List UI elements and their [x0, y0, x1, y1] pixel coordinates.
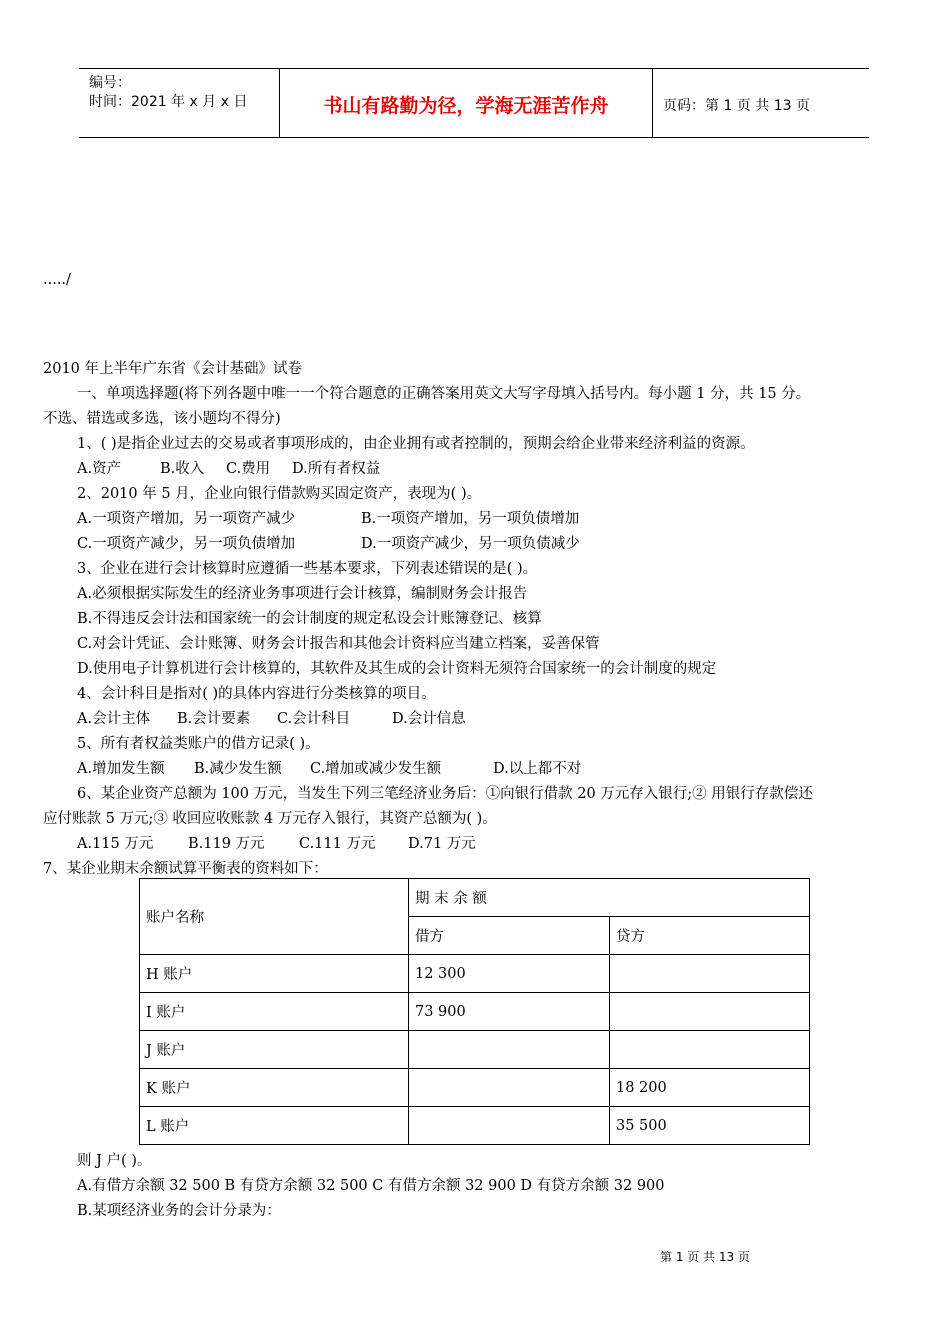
q3-option-c: C.对会计凭证、会计账簿、财务会计报告和其他会计资料应当建立档案，妥善保管: [77, 636, 600, 652]
table-row: [140, 1107, 810, 1145]
q5-option-c: C.增加或减少发生额: [310, 761, 442, 777]
q4-option-a: A.会计主体: [77, 711, 151, 727]
q1-stem: 1、( )是指企业过去的交易或者事项形成的，由企业拥有或者控制的，预期会给企业带来经济利益的资源。: [77, 436, 755, 452]
number-label: 编号：: [89, 75, 131, 91]
q3-stem: 3、企业在进行会计核算时应遵循一些基本要求，下列表述错误的是( )。: [77, 561, 538, 577]
q4-option-b: B.会计要素: [177, 711, 251, 727]
document-header: [79, 68, 869, 138]
q6-option-a: A.115 万元: [77, 836, 154, 852]
q5-stem: 5、所有者权益类账户的借方记录( )。: [77, 736, 320, 752]
q6-stem: 6、某企业资产总额为 100 万元，当发生下列三笔经济业务后：①向银行借款 20 万元存入银行;② 用银行存款偿还: [77, 786, 813, 802]
debit-cell: 73 900: [409, 993, 610, 1031]
table-row: [140, 993, 810, 1031]
page-info: 页码：第 1 页 共 13 页: [663, 98, 810, 114]
q3-option-b: B.不得违反会计法和国家统一的会计制度的规定私设会计账簿登记、核算: [77, 611, 542, 627]
debit-cell: [409, 1031, 610, 1069]
header-meta-cell: [79, 69, 280, 137]
q5-option-d: D.以上都不对: [493, 761, 582, 777]
q2-option-d: D.一项资产减少，另一项负债减少: [361, 536, 580, 552]
time-label: 时间：2021 年 x 月 x 日: [89, 94, 248, 110]
credit-cell: 35 500: [610, 1107, 810, 1145]
q2-option-a: A.一项资产增加，另一项资产减少: [77, 511, 296, 527]
account-name: L 账户: [140, 1107, 409, 1145]
q6-option-d: D.71 万元: [408, 836, 476, 852]
table-header-balance: 期 末 余 额: [409, 879, 810, 917]
q1-option-c: C.费用: [226, 461, 271, 477]
q7-question: 则 J 户( )。: [77, 1153, 152, 1169]
q6-stem-cont: 应付账款 5 万元;③ 收回应收账款 4 万元存入银行，其资产总额为( )。: [43, 811, 497, 827]
q5-option-a: A.增加发生额: [77, 761, 165, 777]
table-row: [140, 1069, 810, 1107]
debit-cell: 12 300: [409, 955, 610, 993]
section-heading-cont: 不选、错选或多选，该小题均不得分): [43, 411, 281, 427]
table-row: [140, 1031, 810, 1069]
q4-option-d: D.会计信息: [392, 711, 466, 727]
section-heading: 一、单项选择题(将下列各题中唯一一个符合题意的正确答案用英文大写字母填入括号内。每小题 1 分，共 15 分。: [77, 386, 811, 402]
table-header-debit: 借方: [409, 917, 610, 955]
credit-cell: 18 200: [610, 1069, 810, 1107]
q4-stem: 4、会计科目是指对( )的具体内容进行分类核算的项目。: [77, 686, 436, 702]
q2-option-c: C.一项资产减少，另一项负债增加: [77, 536, 296, 552]
q1-option-d: D.所有者权益: [292, 461, 381, 477]
q7-options: A.有借方余额 32 500 B 有贷方余额 32 500 C 有借方余额 32 900 D 有贷方余额 32 900: [77, 1178, 665, 1194]
q5-option-b: B.减少发生额: [194, 761, 282, 777]
motto-text: 书山有路勤为径，学海无涯苦作舟: [323, 95, 609, 117]
header-motto-cell: [280, 69, 653, 137]
q6-option-b: B.119 万元: [188, 836, 265, 852]
table-row: [140, 955, 810, 993]
account-name: J 账户: [140, 1031, 409, 1069]
page-footer: 第 1 页 共 13 页: [660, 1250, 750, 1264]
q2-stem: 2、2010 年 5 月，企业向银行借款购买固定资产，表现为( )。: [77, 486, 482, 502]
q3-option-d: D.使用电子计算机进行会计核算的，其软件及其生成的会计资料无须符合国家统一的会计制度的规定: [77, 661, 717, 677]
account-name: H 账户: [140, 955, 409, 993]
table-header-account: 账户名称: [140, 879, 409, 955]
credit-cell: [610, 1031, 810, 1069]
credit-cell: [610, 955, 810, 993]
trial-balance-table: [139, 878, 810, 1145]
q1-option-a: A.资产: [77, 461, 122, 477]
table-header-credit: 贷方: [610, 917, 810, 955]
debit-cell: [409, 1069, 610, 1107]
q4-option-c: C.会计科目: [277, 711, 351, 727]
q6-option-c: C.111 万元: [299, 836, 376, 852]
account-name: K 账户: [140, 1069, 409, 1107]
page-title: 2010 年上半年广东省《会计基础》试卷: [43, 361, 303, 377]
next-question-stem: B.某项经济业务的会计分录为：: [77, 1203, 281, 1219]
credit-cell: [610, 993, 810, 1031]
q7-stem: 7、某企业期末余额试算平衡表的资料如下：: [43, 861, 328, 877]
debit-cell: [409, 1107, 610, 1145]
q2-option-b: B.一项资产增加，另一项负债增加: [361, 511, 580, 527]
stub-text: ...../: [43, 272, 71, 288]
q3-option-a: A.必须根据实际发生的经济业务事项进行会计核算，编制财务会计报告: [77, 586, 528, 602]
account-name: I 账户: [140, 993, 409, 1031]
q1-option-b: B.收入: [160, 461, 205, 477]
